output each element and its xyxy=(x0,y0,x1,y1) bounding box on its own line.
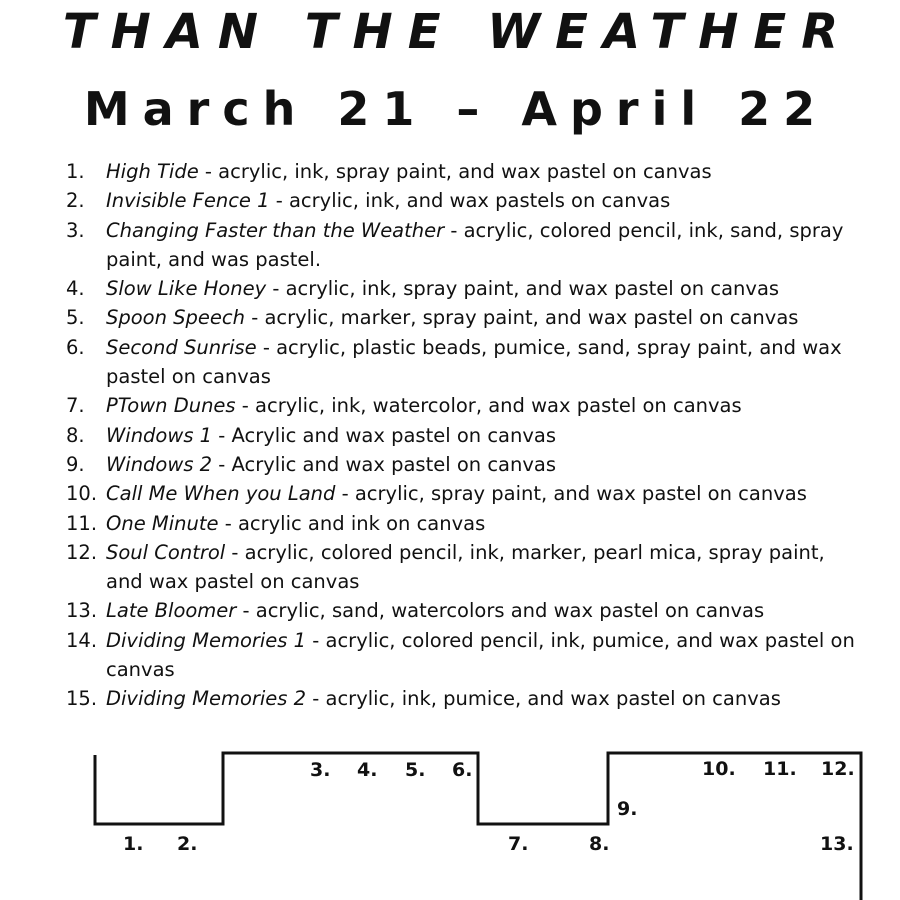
artwork-medium: acrylic, ink, spray paint, and wax pastel on canvas xyxy=(285,277,780,301)
artwork-medium: acrylic, plastic beads, pumice, sand, spray paint, and wax pastel on canvas xyxy=(106,335,842,389)
artwork-title: Call Me When you Land xyxy=(106,482,336,506)
artwork-item xyxy=(66,391,866,420)
artwork-medium: acrylic, ink, pumice, and wax pastel on canvas xyxy=(325,687,781,711)
artwork-item xyxy=(66,216,866,275)
artwork-title: Changing Faster than the Weather xyxy=(106,218,445,242)
artwork-title: One Minute xyxy=(106,511,219,535)
artwork-title: Windows 2 xyxy=(106,452,213,476)
artwork-medium: acrylic, sand, watercolors and wax pastel on canvas xyxy=(255,599,765,623)
floor-plan-label: 5. xyxy=(405,759,426,781)
artwork-separator: - xyxy=(212,452,232,476)
artwork-separator: - xyxy=(266,277,286,301)
artwork-medium: acrylic, colored pencil, ink, pumice, and wax pastel on canvas xyxy=(106,628,855,682)
artwork-separator: - xyxy=(245,306,265,330)
artwork-medium: acrylic, ink, watercolor, and wax pastel on canvas xyxy=(255,394,742,418)
artwork-number: 4. xyxy=(66,277,85,301)
artwork-medium: acrylic, ink, and wax pastels on canvas xyxy=(288,189,671,213)
artwork-number: 13. xyxy=(66,599,98,623)
artwork-item xyxy=(66,421,866,450)
artwork-number: 5. xyxy=(66,306,85,330)
artwork-medium: acrylic, spray paint, and wax pastel on canvas xyxy=(354,482,807,506)
artwork-item xyxy=(66,274,866,303)
artwork-medium: Acrylic and wax pastel on canvas xyxy=(231,423,556,447)
artwork-medium: Acrylic and wax pastel on canvas xyxy=(231,452,556,476)
floor-plan-label: 2. xyxy=(177,833,198,855)
artwork-number: 7. xyxy=(66,394,85,418)
floor-plan-label: 11. xyxy=(763,758,797,780)
artwork-item xyxy=(66,479,866,508)
artwork-separator: - xyxy=(444,218,464,242)
artwork-title: Late Bloomer xyxy=(106,599,237,623)
artwork-item xyxy=(66,626,866,685)
floor-plan-label: 6. xyxy=(452,759,473,781)
artwork-separator: - xyxy=(306,687,326,711)
artwork-medium: acrylic, ink, spray paint, and wax pastel on canvas xyxy=(218,160,712,183)
artwork-number: 10. xyxy=(66,482,98,506)
artwork-number: 2. xyxy=(66,189,85,213)
floor-plan-label: 1. xyxy=(123,833,144,855)
artwork-separator: - xyxy=(335,482,355,506)
artwork-item xyxy=(66,684,866,713)
artwork-title: Slow Like Honey xyxy=(106,277,267,301)
artwork-number: 12. xyxy=(66,540,98,564)
artwork-list xyxy=(66,157,866,714)
artwork-medium: acrylic and ink on canvas xyxy=(237,511,486,535)
floor-plan-label: 7. xyxy=(508,833,529,855)
floor-plan-label: 9. xyxy=(617,798,638,820)
artwork-medium: acrylic, colored pencil, ink, marker, pearl mica, spray paint, and wax pastel on canvas xyxy=(106,540,825,594)
artwork-separator: - xyxy=(236,599,256,623)
artwork-item xyxy=(66,333,866,392)
artwork-title: High Tide xyxy=(106,160,199,183)
artwork-separator: - xyxy=(306,628,326,652)
artwork-medium: acrylic, colored pencil, ink, sand, spray paint, and was pastel. xyxy=(106,218,844,271)
artwork-title: Soul Control xyxy=(106,540,226,564)
floor-plan-label: 12. xyxy=(821,758,855,780)
artwork-separator: - xyxy=(235,394,256,418)
exhibition-dates: March 21 – April 22 xyxy=(83,82,829,136)
artwork-title: Invisible Fence 1 xyxy=(106,189,270,213)
artwork-number: 11. xyxy=(66,511,98,535)
floor-plan-label: 13. xyxy=(820,833,854,855)
artwork-separator: - xyxy=(269,189,289,213)
artwork-number: 15. xyxy=(66,687,98,711)
artwork-number: 8. xyxy=(66,423,85,447)
artwork-item xyxy=(66,450,866,479)
artwork-title: Windows 1 xyxy=(106,423,213,447)
exhibition-title: THAN THE WEATHER xyxy=(62,4,854,60)
artwork-title: PTown Dunes xyxy=(106,394,236,418)
artwork-separator: - xyxy=(218,511,238,535)
artwork-number: 3. xyxy=(66,218,85,242)
artwork-item xyxy=(66,186,866,215)
artwork-title: Second Sunrise xyxy=(106,335,257,359)
floor-plan-wall xyxy=(95,753,861,900)
artwork-number: 1. xyxy=(66,160,85,183)
artwork-item xyxy=(66,596,866,625)
artwork-title: Dividing Memories 1 xyxy=(106,628,307,652)
floor-plan xyxy=(0,740,900,900)
artwork-separator: - xyxy=(256,335,277,359)
artwork-item xyxy=(66,303,866,332)
artwork-item xyxy=(66,538,866,597)
artwork-separator: - xyxy=(198,160,219,183)
artwork-separator: - xyxy=(225,540,245,564)
artwork-title: Dividing Memories 2 xyxy=(106,687,307,711)
floor-plan-label: 10. xyxy=(702,758,736,780)
floor-plan-label: 8. xyxy=(589,833,610,855)
floor-plan-label: 4. xyxy=(357,759,378,781)
floor-plan-label: 3. xyxy=(310,759,331,781)
artwork-number: 14. xyxy=(66,628,98,652)
artwork-number: 9. xyxy=(66,452,85,476)
artwork-medium: acrylic, marker, spray paint, and wax pastel on canvas xyxy=(264,306,799,330)
artwork-item xyxy=(66,157,866,186)
artwork-number: 6. xyxy=(66,335,85,359)
artwork-item xyxy=(66,509,866,538)
artwork-separator: - xyxy=(212,423,232,447)
artwork-title: Spoon Speech xyxy=(106,306,246,330)
